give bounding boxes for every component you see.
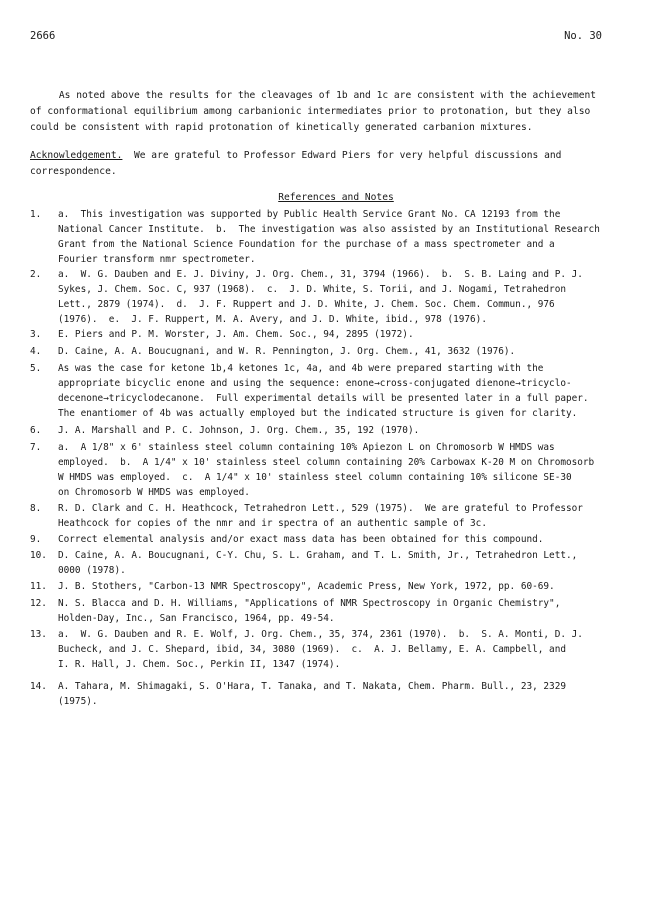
- reference-item: [30, 345, 650, 362]
- reference-number: 11.: [30, 581, 47, 592]
- reference-item: [30, 362, 650, 424]
- reference-item: [30, 328, 650, 345]
- reference-number: 7.: [30, 442, 42, 453]
- reference-text: E. Piers and P. M. Worster, J. Am. Chem. Soc., 94, 2895 (1972).: [58, 329, 414, 340]
- page-number: 2666: [30, 30, 56, 42]
- reference-item: [30, 441, 650, 502]
- reference-number: 6.: [30, 425, 42, 436]
- reference-text: N. S. Blacca and D. H. Williams, "Applications of NMR Spectroscopy in Organic Chemistry", Holden-Day, Inc., San Francisco, 1964, pp. 49-54.: [58, 598, 561, 624]
- reference-text: a. A 1/8" x 6' stainless steel column containing 10% Apiezon L on Chromosorb W HMDS was employed. b. A 1/4" x 10' stainless steel column containing 20% Carbowax K-20 M on Chromosorb W HMDS was employed. c. A 1/4" x 10' stainless steel column containing 10% silicone SE-30 on Chromosorb W HMDS was employed.: [58, 442, 595, 498]
- reference-text: Correct elemental analysis and/or exact mass data has been obtained for this compound.: [58, 534, 544, 545]
- reference-number: 9.: [30, 534, 42, 545]
- acknowledgement: [30, 148, 642, 180]
- reference-text: J. B. Stothers, "Carbon-13 NMR Spectroscopy", Academic Press, New York, 1972, pp. 60-69.: [58, 581, 555, 592]
- reference-item: [30, 208, 650, 268]
- reference-text: D. Caine, A. A. Boucugnani, and W. R. Pennington, J. Org. Chem., 41, 3632 (1976).: [58, 346, 516, 357]
- reference-item: [30, 628, 650, 680]
- reference-number: 13.: [30, 629, 47, 640]
- reference-text: a. W. G. Dauben and R. E. Wolf, J. Org. Chem., 35, 374, 2361 (1970). b. S. A. Monti, D. J. Bucheck, and J. C. Shepard, ibid, 34, 3080 (1969). c. A. J. Bellamy, E. A. Campbell, and I. R. Hall, J. Chem. Soc., Perkin II, 1347 (1974).: [58, 629, 583, 670]
- reference-item: [30, 268, 650, 328]
- reference-number: 3.: [30, 329, 42, 340]
- reference-text: D. Caine, A. A. Boucugnani, C-Y. Chu, S. L. Graham, and T. L. Smith, Jr., Tetrahedron Lett., 0000 (1978).: [58, 550, 578, 576]
- acknowledgement-title: Acknowledgement.: [30, 150, 123, 161]
- reference-text: As was the case for ketone 1b,4 ketones 1c, 4a, and 4b were prepared starting with the appropriate bicyclic enone and using the sequence: enone→cross-conjugated dienone→tricyclo- decenone→tricyclodecanone. Full experimental details will be presented later in a full paper. The enantiomer of 4b was actually employed but the indicated structure is given for clarity.: [58, 363, 589, 419]
- reference-number: 2.: [30, 269, 42, 280]
- reference-number: 5.: [30, 363, 42, 374]
- reference-number: 8.: [30, 503, 42, 514]
- reference-number: 10.: [30, 550, 47, 561]
- reference-item: [30, 597, 650, 628]
- reference-number: 4.: [30, 346, 42, 357]
- reference-item: [30, 580, 650, 597]
- reference-number: 1.: [30, 209, 42, 220]
- reference-text: R. D. Clark and C. H. Heathcock, Tetrahedron Lett., 529 (1975). We are grateful to Professor Heathcock for copies of the nmr and ir spectra of an authentic sample of 3c.: [58, 503, 583, 529]
- reference-item: [30, 502, 650, 533]
- reference-item: [30, 680, 650, 711]
- body-paragraph: As noted above the results for the cleavages of 1b and 1c are consistent with the achievement of conformational equilibrium among carbanionic intermediates prior to protonation, but they also could be consistent with rapid protonation of kinetically generated carbanion mixtures.: [30, 90, 597, 134]
- references-title: References and Notes: [278, 192, 394, 203]
- reference-number: 12.: [30, 598, 47, 609]
- reference-item: [30, 549, 650, 580]
- reference-item: [30, 533, 650, 549]
- issue-number: No. 30: [564, 30, 602, 42]
- reference-text: a. This investigation was supported by Public Health Service Grant No. CA 12193 from the National Cancer Institute. b. The investigation was also assisted by an Institutional Research Grant from the National Science Foundation for the purchase of a mass spectrometer and a Fourier transform nmr spectrometer.: [58, 209, 600, 265]
- reference-number: 14.: [30, 681, 47, 692]
- acknowledgement-text: We are grateful to Professor Edward Piers for very helpful discussions and correspondence.: [30, 150, 562, 178]
- reference-text: J. A. Marshall and P. C. Johnson, J. Org. Chem., 35, 192 (1970).: [58, 425, 420, 436]
- reference-item: [30, 424, 650, 441]
- references-list: [30, 208, 650, 711]
- reference-text: a. W. G. Dauben and E. J. Diviny, J. Org. Chem., 31, 3794 (1966). b. S. B. Laing and P. J. Sykes, J. Chem. Soc. C, 937 (1968). c. J. D. White, S. Torii, and J. Nogami, Tetrahedron Lett., 2879 (1974). d. J. F. Ruppert and J. D. White, J. Chem. Soc. Chem. Commun., 976 (1976). e. J. F. Ruppert, M. A. Avery, and J. D. White, ibid., 978 (1976).: [58, 269, 583, 325]
- reference-text: A. Tahara, M. Shimagaki, S. O'Hara, T. Tanaka, and T. Nakata, Chem. Pharm. Bull., 23, 2329 (1975).: [58, 681, 566, 707]
